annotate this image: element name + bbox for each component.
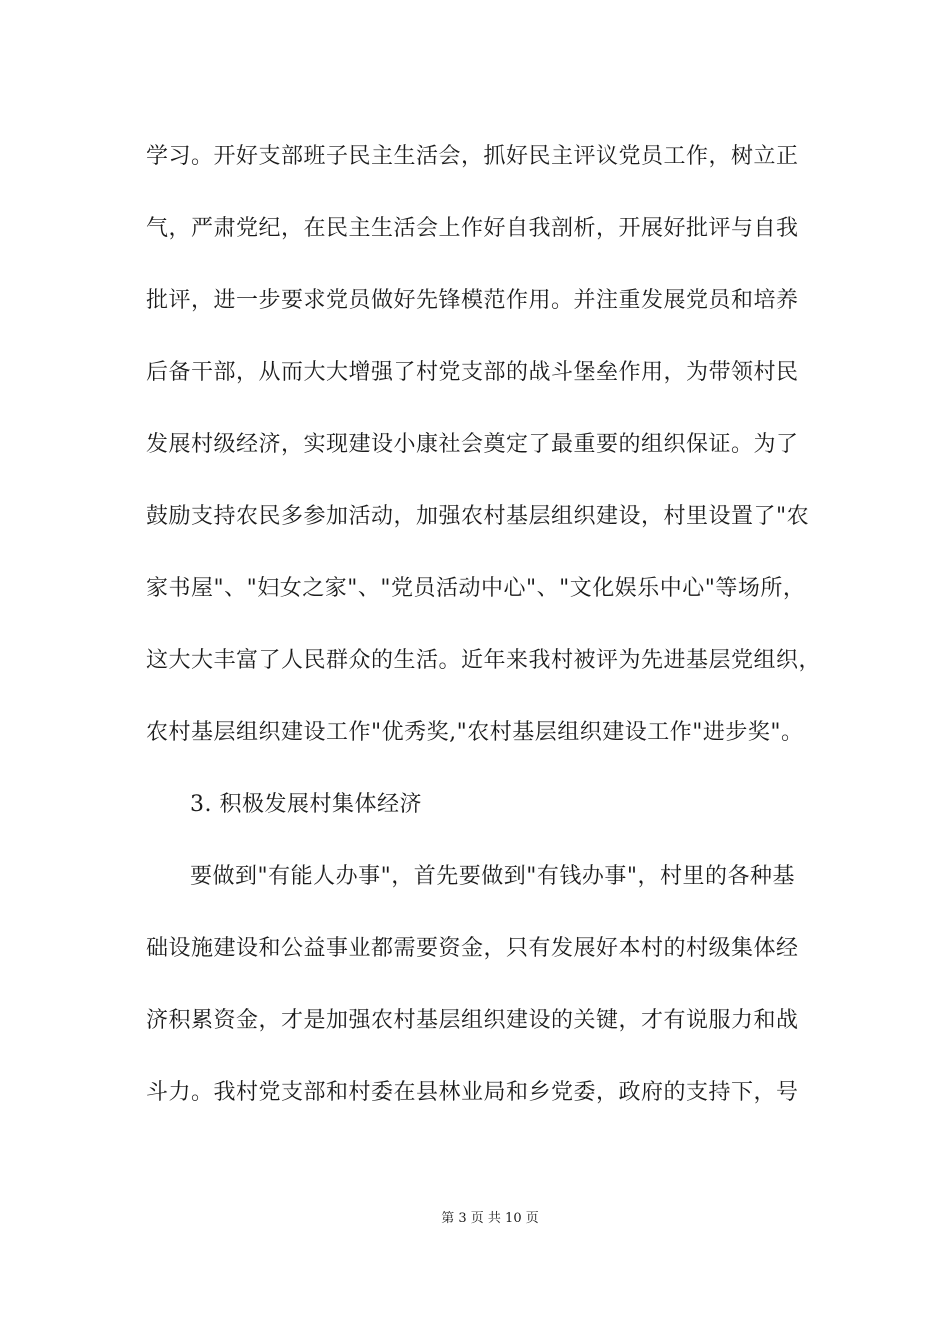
body-text-line: 发展村级经济，实现建设小康社会奠定了最重要的组织保证。为了 <box>146 432 799 457</box>
body-text-line: 后备干部，从而大大增强了村党支部的战斗堡垒作用，为带领村民 <box>146 360 799 385</box>
body-text-line: 这大大丰富了人民群众的生活。近年来我村被评为先进基层党组织， <box>146 648 822 673</box>
body-text-line: 家书屋"、"妇女之家"、"党员活动中心"、"文化娱乐中心"等场所， <box>146 576 806 601</box>
body-text-line: 济积累资金，才是加强农村基层组织建设的关键，才有说服力和战 <box>146 1008 799 1033</box>
body-text-line: 鼓励支持农民多参加活动，加强农村基层组织建设，村里设置了"农 <box>146 504 810 529</box>
body-text-line: 础设施建设和公益事业都需要资金，只有发展好本村的村级集体经 <box>146 936 799 961</box>
body-text-line: 斗力。我村党支部和村委在县林业局和乡党委，政府的支持下，号 <box>146 1080 799 1105</box>
section-heading: 3. 积极发展村集体经济 <box>190 792 422 817</box>
body-text-line: 气，严肃党纪，在民主生活会上作好自我剖析，开展好批评与自我 <box>146 216 799 241</box>
page-footer: 第 3 页 共 10 页 <box>441 1211 539 1226</box>
body-text-line: 批评，进一步要求党员做好先锋模范作用。并注重发展党员和培养 <box>146 288 799 313</box>
body-text-line: 学习。开好支部班子民主生活会，抓好民主评议党员工作，树立正 <box>146 144 799 169</box>
body-text-line: 要做到"有能人办事"，首先要做到"有钱办事"，村里的各种基 <box>190 864 795 889</box>
body-text-line: 农村基层组织建设工作"优秀奖,"农村基层组织建设工作"进步奖"。 <box>146 720 804 745</box>
